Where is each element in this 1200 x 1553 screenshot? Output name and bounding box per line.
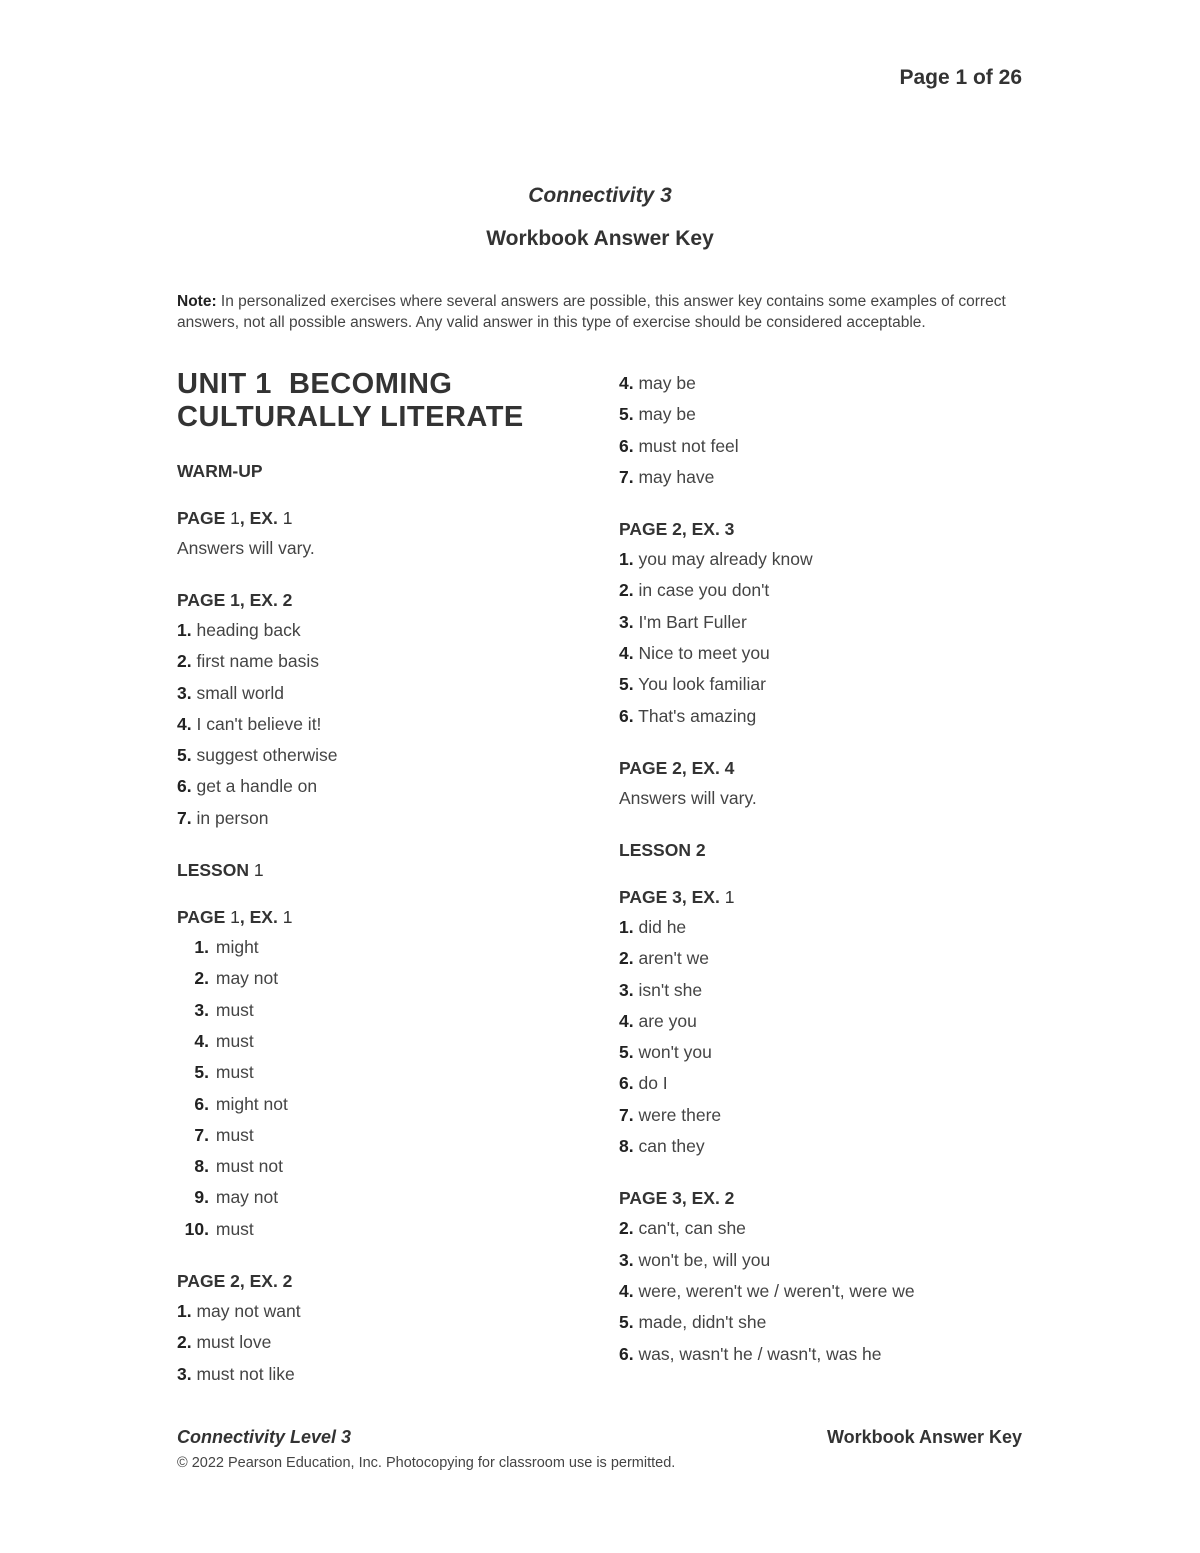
list-item: 3. won't be, will you — [619, 1249, 771, 1270]
lesson-number: 1 — [253, 860, 264, 881]
unit-title — [177, 368, 577, 434]
list-item: 4. were, weren't we / weren't, were we — [619, 1280, 915, 1301]
list-item: 7. were there — [619, 1104, 722, 1125]
heading-number: 1 — [282, 907, 293, 928]
list-item: 3. I'm Bart Fuller — [619, 611, 747, 632]
list-item: 8. can they — [619, 1136, 705, 1157]
page-indicator: Page 1 of 26 — [899, 66, 1022, 89]
section-lesson-1 — [177, 859, 577, 881]
heading-page1-ex2: PAGE 1, EX. 2 — [177, 590, 293, 610]
list-item: 4. Nice to meet you — [619, 643, 770, 664]
heading-text: , EX. — [239, 907, 283, 928]
answer-list — [177, 1296, 577, 1390]
heading-text: PAGE — [177, 508, 231, 528]
answer-list — [177, 932, 577, 1245]
answer-text: Answers will vary. — [177, 538, 315, 558]
list-item: 6. get a handle on — [177, 776, 318, 797]
heading-page3-ex1 — [619, 886, 1039, 908]
list-item: 5. may be — [619, 404, 696, 425]
answer-list — [619, 1213, 1039, 1369]
list-item: 2. must love — [177, 1332, 272, 1353]
list-item: 4. are you — [619, 1010, 697, 1031]
answer-text: Answers will vary. — [619, 787, 757, 808]
unit-title-line-1: UNIT 1 BECOMING — [177, 368, 453, 400]
heading-number: 1 — [724, 886, 735, 907]
list-item: 1. heading back — [177, 620, 301, 640]
note-text: In personalized exercises where several answers are possible, this answer key contains some examples of correct answers, not all possible answers. Any valid answer in this type of exercise should be considered acceptable. — [177, 293, 1006, 331]
list-item: 1. did he — [619, 916, 687, 937]
list-item: 7. may have — [619, 466, 715, 487]
list-item: 4. I can't believe it! — [177, 713, 322, 734]
right-column — [619, 368, 1039, 1370]
list-item: 2. aren't we — [619, 948, 709, 969]
answer-list — [619, 544, 1039, 732]
heading-lesson1-page1-ex1 — [177, 906, 577, 928]
heading-page3-ex2: PAGE 3, EX. 2 — [619, 1188, 735, 1209]
document-title: Workbook Answer Key — [486, 227, 714, 250]
list-item: 2. in case you don't — [619, 580, 770, 601]
list-item: 7. in person — [177, 807, 269, 828]
list-item: 6. was, wasn't he / wasn't, was he — [619, 1343, 882, 1364]
heading-number: 1 — [230, 907, 240, 928]
heading-page2-ex2: PAGE 2, EX. 2 — [177, 1271, 293, 1292]
list-item: 4. must — [194, 1030, 254, 1051]
list-item: 2. first name basis — [177, 651, 320, 672]
list-item: 6. do I — [619, 1073, 668, 1094]
footer-book-title: Connectivity Level 3 — [177, 1427, 352, 1447]
list-item: 1. may not want — [177, 1301, 301, 1322]
left-column — [177, 368, 577, 1390]
list-item: 6. might not — [194, 1093, 288, 1114]
heading-page2-ex3: PAGE 2, EX. 3 — [619, 519, 735, 540]
unit-title-line-2: CULTURALLY LITERATE — [177, 401, 524, 433]
section-warm-up: WARM-UP — [177, 461, 263, 481]
list-item: 3. small world — [177, 682, 285, 703]
list-item: 10. must — [184, 1218, 254, 1239]
list-item: 3. must not like — [177, 1363, 295, 1384]
list-item: 5. You look familiar — [619, 674, 766, 695]
heading-text: PAGE 3, EX. — [619, 886, 725, 907]
heading-text: , EX. — [239, 508, 283, 528]
list-item: 2. may not — [194, 968, 279, 989]
list-item: 9. may not — [194, 1187, 279, 1208]
answer-list — [619, 912, 1039, 1162]
copyright-notice: © 2022 Pearson Education, Inc. Photocopying for classroom use is permitted. — [177, 1455, 676, 1471]
heading-text: PAGE — [177, 907, 231, 928]
lesson-label: LESSON — [177, 860, 254, 881]
heading-page1-ex1 — [177, 507, 577, 529]
list-item: 1. you may already know — [619, 549, 813, 570]
list-item: 6. must not feel — [619, 435, 739, 456]
book-title: Connectivity 3 — [528, 184, 672, 207]
heading-page2-ex4: PAGE 2, EX. 4 — [619, 757, 735, 778]
heading-number: 1 — [282, 508, 293, 528]
section-lesson-2: LESSON 2 — [619, 839, 706, 860]
list-item: 6. That's amazing — [619, 705, 757, 726]
list-item: 1. might — [194, 937, 259, 958]
note-label: Note: — [177, 293, 217, 310]
heading-number: 1 — [230, 508, 240, 528]
list-item: 3. must — [194, 999, 254, 1020]
list-item: 5. must — [194, 1062, 254, 1083]
list-item: 5. suggest otherwise — [177, 745, 338, 766]
answer-list-continued — [619, 368, 1039, 493]
note-paragraph — [177, 291, 1027, 333]
list-item: 5. won't you — [619, 1042, 712, 1063]
footer-doc-title: Workbook Answer Key — [826, 1427, 1022, 1447]
list-item: 8. must not — [194, 1156, 283, 1177]
list-item: 5. made, didn't she — [619, 1312, 767, 1333]
list-item: 2. can't, can she — [619, 1218, 746, 1239]
list-item: 4. may be — [619, 373, 696, 393]
list-item: 3. isn't she — [619, 979, 703, 1000]
answer-list — [177, 615, 577, 834]
list-item: 7. must — [194, 1124, 254, 1145]
